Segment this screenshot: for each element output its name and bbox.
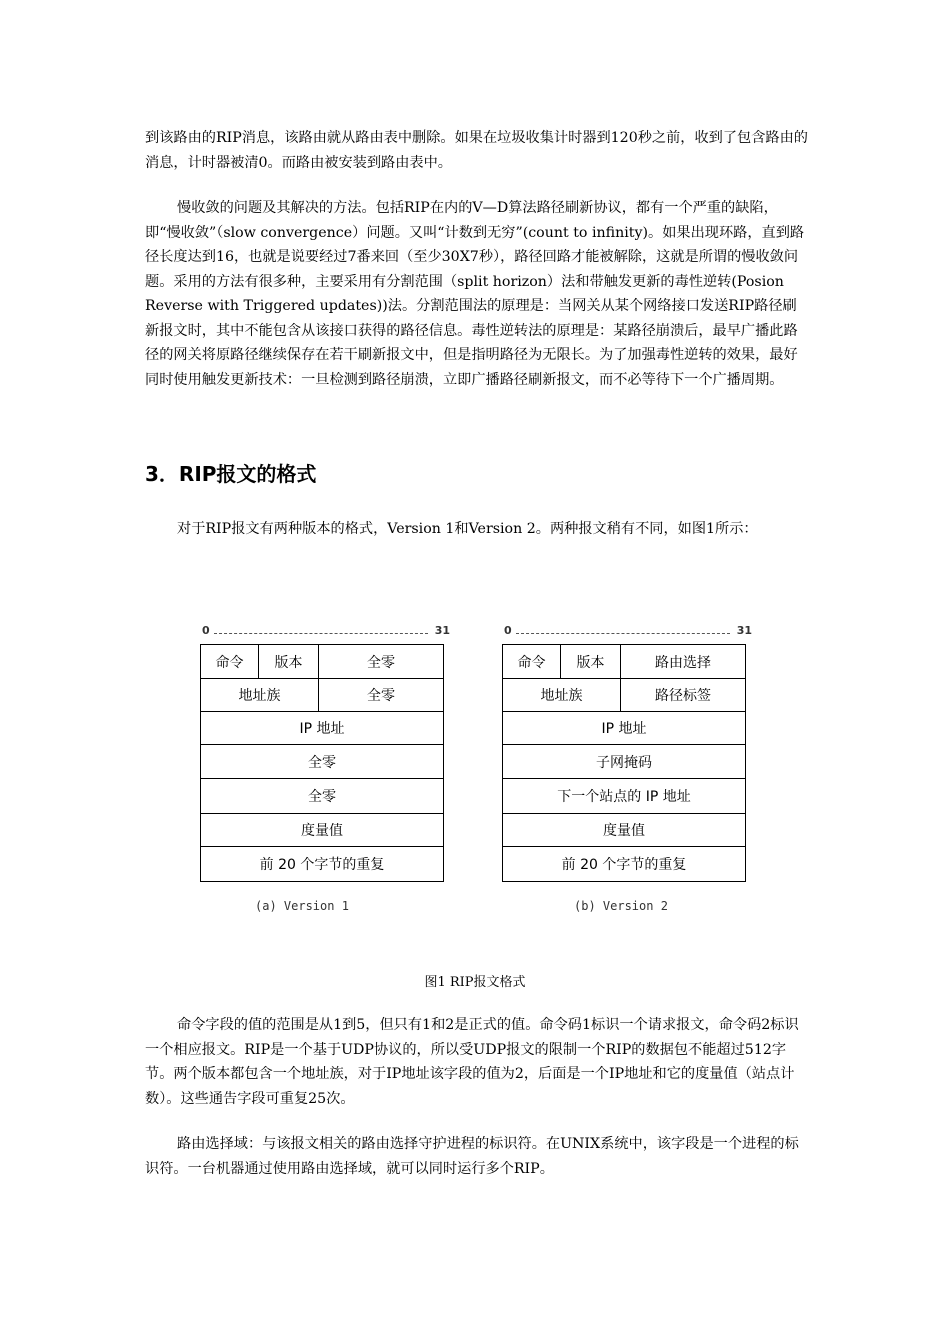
field-ip-address: IP 地址 — [201, 712, 444, 745]
field-zero: 全零 — [201, 745, 444, 779]
table-row — [503, 779, 746, 814]
field-subnet-mask: 子网掩码 — [503, 745, 746, 779]
v1-caption: (a) Version 1 — [255, 899, 349, 913]
field-repeat: 前 20 个字节的重复 — [503, 847, 746, 882]
bit-ruler-line — [516, 633, 730, 634]
field-repeat: 前 20 个字节的重复 — [201, 847, 444, 882]
bit-end-label: 31 — [434, 624, 450, 637]
field-zero: 全零 — [319, 679, 444, 712]
field-metric: 度量值 — [201, 814, 444, 847]
field-address-family: 地址族 — [201, 679, 319, 712]
field-route-tag: 路径标签 — [621, 679, 746, 712]
bit-ruler — [502, 624, 752, 638]
rip-v1-format-table — [200, 644, 444, 882]
rip-v2-format-table — [502, 644, 746, 882]
section-heading: 3．RIP报文的格式 — [145, 462, 317, 486]
bit-start-label: 0 — [504, 624, 512, 637]
table-row — [201, 814, 444, 847]
table-row — [503, 814, 746, 847]
table-row — [201, 679, 444, 712]
table-row — [201, 745, 444, 779]
field-version: 版本 — [259, 645, 319, 679]
field-version: 版本 — [561, 645, 621, 679]
bit-ruler — [200, 624, 450, 638]
field-next-hop: 下一个站点的 IP 地址 — [503, 779, 746, 814]
field-command: 命令 — [503, 645, 561, 679]
bit-ruler-line — [214, 633, 428, 634]
field-address-family: 地址族 — [503, 679, 621, 712]
v2-caption: (b) Version 2 — [574, 899, 668, 913]
bit-end-label: 31 — [736, 624, 752, 637]
table-row — [201, 779, 444, 814]
bit-start-label: 0 — [202, 624, 210, 637]
paragraph-versions-intro: 对于RIP报文有两种版本的格式，Version 1和Version 2。两种报文稍有不同，如图1所示： — [177, 521, 758, 537]
table-row — [503, 679, 746, 712]
field-routing-domain: 路由选择 — [621, 645, 746, 679]
paragraph-command-field: 命令字段的值的范围是从1到5，但只有1和2是正式的值。命令码1标识一个请求报文，命令码2标识一个相应报文。RIP是一个基于UDP协议的，所以受UDP报文的限制一个RIP的数据包不能超过512字节。两个版本都包含一个地址族，对于IP地址该字段的值为2，后面是一个IP地址和它的度量值（站点计数）。这些通告字段可重复25次。 — [145, 1017, 799, 1107]
paragraph-slow-convergence: 慢收敛的问题及其解决的方法。包括RIP在内的V—D算法路径刷新协议，都有一个严重的缺陷，即“慢收敛”（slow convergence）问题。又叫“计数到无穷”(count to infinity)。如果出现环路，直到路径长度达到16，也就是说要经过7番来回（至少30X7秒），路径回路才能被解除，这就是所谓的慢收敛问题。采用的方法有很多种，主要采用有分割范围（split horizon）法和带触发更新的毒性逆转(Posion Reverse with Triggered updates))法。分割范围法的原理是：当网关从某个网络接口发送RIP路径刷新报文时，其中不能包含从该接口获得的路径信息。毒性逆转法的原理是：某路径崩溃后，最早广播此路径的网关将原路径继续保存在若干刷新报文中，但是指明路径为无限长。为了加强毒性逆转的效果，最好同时使用触发更新技术：一旦检测到路径崩溃，立即广播路径刷新报文，而不必等待下一个广播周期。 — [145, 200, 805, 388]
field-metric: 度量值 — [503, 814, 746, 847]
table-row — [503, 745, 746, 779]
table-row — [201, 847, 444, 882]
field-ip-address: IP 地址 — [503, 712, 746, 745]
paragraph-routing-domain: 路由选择域：与该报文相关的路由选择守护进程的标识符。在UNIX系统中，该字段是一个进程的标识符。一台机器通过使用路由选择域，就可以同时运行多个RIP。 — [145, 1136, 799, 1177]
paragraph-route-deletion: 到该路由的RIP消息，该路由就从路由表中删除。如果在垃圾收集计时器到120秒之前，收到了包含路由的消息，计时器被清0。而路由被安装到路由表中。 — [145, 130, 808, 171]
table-row — [503, 712, 746, 745]
table-row — [503, 645, 746, 679]
table-row — [201, 712, 444, 745]
figure-caption: 图1 RIP报文格式 — [424, 975, 526, 990]
field-zero: 全零 — [319, 645, 444, 679]
table-row — [201, 645, 444, 679]
table-row — [503, 847, 746, 882]
field-command: 命令 — [201, 645, 259, 679]
field-zero: 全零 — [201, 779, 444, 814]
